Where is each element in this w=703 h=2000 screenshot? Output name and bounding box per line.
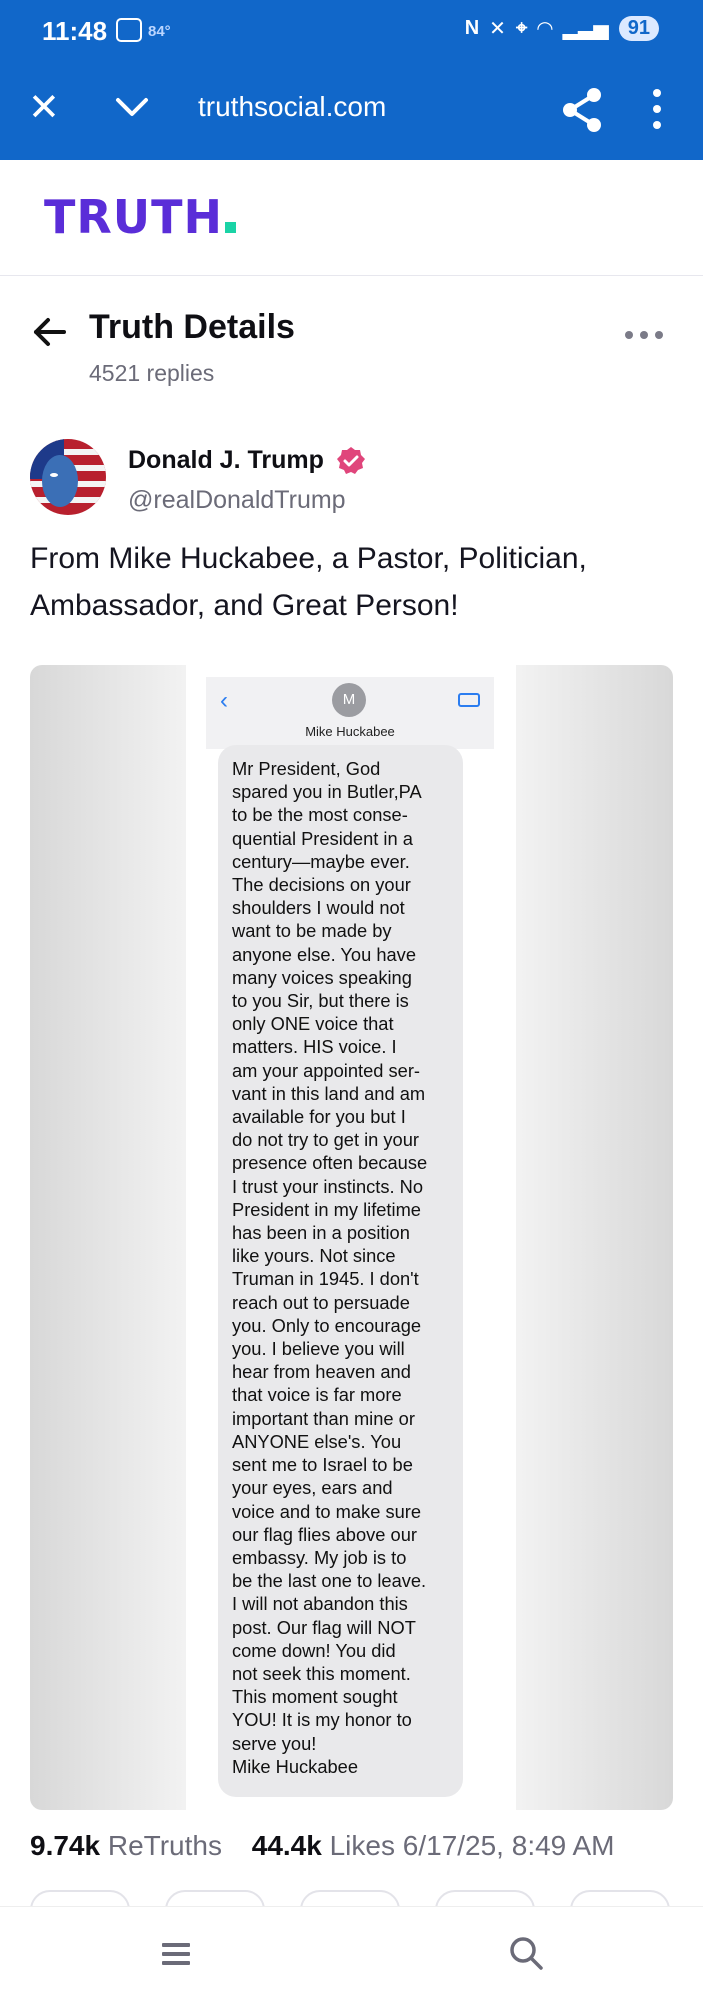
retruths-label[interactable]: ReTruths xyxy=(107,1830,222,1861)
message-screenshot xyxy=(186,665,516,1810)
retruths-count[interactable]: 9.74k xyxy=(30,1830,101,1861)
likes-label[interactable]: Likes xyxy=(329,1830,395,1861)
mute-icon: ✕ xyxy=(489,18,506,40)
wifi-icon: ◠ xyxy=(537,18,553,40)
message-bubble: Mr President, God spared you in Butler,PA to be the most conse- quential President in a century—maybe ever. The decisions on your shoulders I would not want to be made by anyone else. You have many voices speaking to you Sir, but there is only ONE voice that matters. HIS voice. I am your appointed ser- vant in this land and am available for you but I do not try to get in your presence often because I trust your instincts. No President in my lifetime has been in a position like yours. Not since Truman in 1945. I don't reach out to persuade you. Only to encourage you. I believe you will hear from heaven and that voice is far more important than mine or ANYONE else's. You sent me to Israel to be your eyes, ears and voice and to make sure our flag flies above our embassy. My job is to be the last one to leave. I will not abandon this post. Our flag will NOT come down! You did not seek this moment. This moment sought YOU! It is my honor to serve you! Mike Huckabee xyxy=(218,745,463,1797)
nfc-icon: N xyxy=(464,17,480,39)
page-title: Truth Details xyxy=(89,308,295,346)
back-arrow-icon[interactable] xyxy=(30,312,70,352)
status-icons xyxy=(465,16,659,41)
screenshot-icon xyxy=(116,18,142,42)
status-bar xyxy=(0,0,703,62)
search-icon[interactable] xyxy=(508,1935,544,1971)
location-icon: ⌖ xyxy=(515,17,528,39)
divider xyxy=(0,275,703,276)
contact-avatar: M xyxy=(332,683,366,717)
status-temperature: 84° xyxy=(148,23,171,40)
url-bar[interactable]: truthsocial.com xyxy=(198,91,387,122)
chevron-down-icon[interactable] xyxy=(112,92,152,122)
post-text: From Mike Huckabee, a Pastor, Politician, Ambassador, and Great Person! xyxy=(30,542,587,622)
battery-indicator: 91 xyxy=(619,16,659,41)
author-handle[interactable]: @realDonaldTrump xyxy=(128,486,346,514)
video-call-icon xyxy=(458,693,480,707)
post-stats xyxy=(30,1830,614,1862)
more-vertical-icon[interactable] xyxy=(652,88,662,130)
status-time: 11:48 xyxy=(42,16,108,46)
close-icon[interactable]: ✕ xyxy=(28,87,60,129)
truth-logo[interactable] xyxy=(44,190,236,244)
verified-badge-icon xyxy=(336,446,366,476)
message-header xyxy=(206,677,494,749)
share-icon[interactable] xyxy=(560,86,604,134)
contact-name: Mike Huckabee xyxy=(305,724,395,739)
logo-text: TRUTH xyxy=(44,190,224,244)
avatar[interactable] xyxy=(30,439,106,515)
post-timestamp: 6/17/25, 8:49 AM xyxy=(402,1830,615,1861)
back-icon: ‹ xyxy=(220,687,228,714)
replies-count[interactable]: 4521 replies xyxy=(89,360,215,386)
likes-count[interactable]: 44.4k xyxy=(251,1830,322,1861)
feed-icon[interactable] xyxy=(160,1939,192,1969)
browser-toolbar xyxy=(0,62,703,160)
bottom-navigation xyxy=(0,1906,703,2000)
more-horizontal-icon[interactable] xyxy=(624,330,664,340)
author-name[interactable]: Donald J. Trump xyxy=(128,446,324,474)
logo-dot xyxy=(225,222,236,233)
signal-icon: ▂▃▅ xyxy=(562,18,609,40)
post-image[interactable] xyxy=(30,665,673,1810)
